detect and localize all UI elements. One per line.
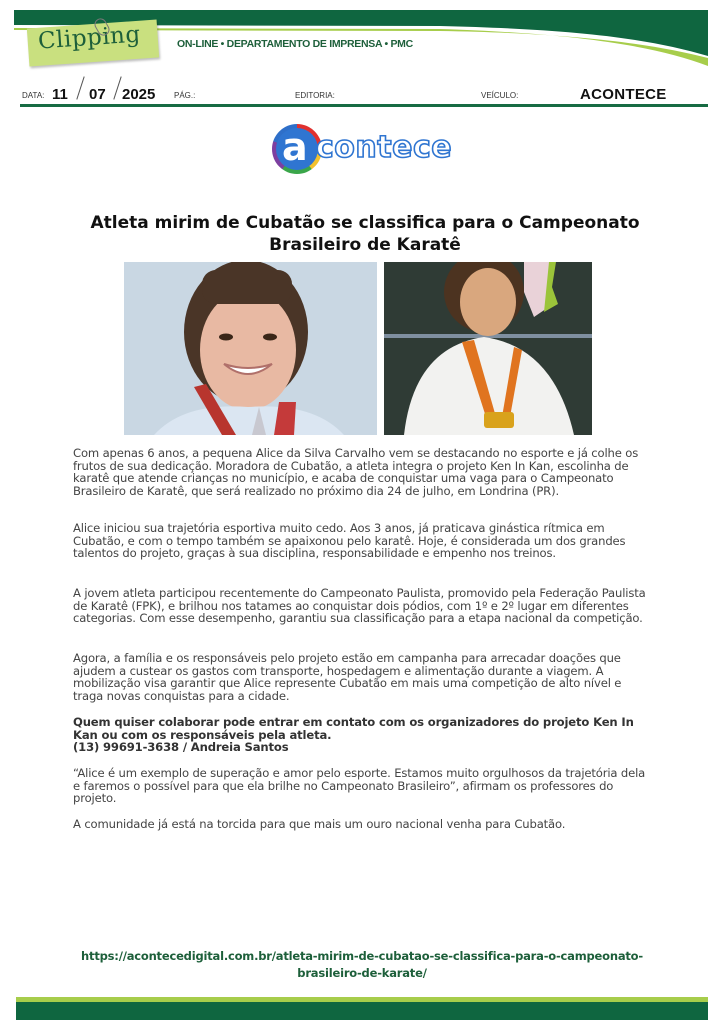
article-photo-left — [124, 262, 377, 435]
veiculo-value: ACONTECE — [580, 86, 667, 103]
contact-phone: (13) 99691-3638 / Andreia Santos — [73, 740, 289, 754]
article-paragraph: Com apenas 6 anos, a pequena Alice da Silva Carvalho vem se destacando no esporte e já colhe os frutos de sua dedicação. Moradora de Cubatão, a atleta integra o projeto Ken In Kan, escolinha de karatê que atende crianças no município, e acaba de conquistar uma vaga para o Campeonato Brasileiro de Karatê, que será realizado no próximo dia 24 de julho, em Londrina (PR). — [73, 446, 639, 498]
photo-girl-smiling — [124, 262, 377, 435]
footer-dark-stripe — [16, 1002, 708, 1020]
article-title: Atleta mirim de Cubatão se classifica para o Campeonato Brasileiro de Karatê — [90, 213, 640, 255]
article-photo-right — [384, 262, 592, 435]
date-separator — [113, 76, 121, 99]
photo-girl-karate — [384, 262, 592, 435]
date-day: 11 — [52, 86, 68, 103]
article-paragraph: A jovem atleta participou recentemente do Campeonato Paulista, promovido pela Federação Paulista de Karatê (FPK), e brilhou nos tatames ao conquistar dois pódios, com 1º e 2º lugar em diferentes categorias. Com esse desempenho, garantiu sua classificação para a etapa nacional da competição. — [73, 586, 646, 626]
meta-divider — [20, 104, 708, 107]
date-year: 2025 — [122, 86, 156, 103]
article-paragraph: Agora, a família e os responsáveis pelo projeto estão em campanha para arrecadar doações que ajudem a custear os gastos com transporte, hospedagem e alimentação durante a viagem. A mobilização visa garantir que Alice represente Cubatão em mais uma competição de alto nível e traga novas conquistas para a cidade. — [73, 651, 622, 703]
date-month: 07 — [89, 86, 106, 103]
logo-wordmark: contece — [316, 130, 453, 165]
date-separator — [76, 76, 84, 99]
article-paragraph: Alice iniciou sua trajetória esportiva muito cedo. Aos 3 anos, já praticava ginástica rítmica em Cubatão, e com o tempo também se apaixonou pelo karatê. Hoje, é considerada um dos grandes talentos do projeto, graças à sua disciplina, responsabilidade e empenho nos treinos. — [73, 521, 626, 561]
clipping-brand: Clipping — [37, 21, 142, 55]
logo-initial: a — [282, 125, 308, 169]
source-url-link[interactable]: https://acontecedigital.com.br/atleta-mirim-de-cubatao-se-classifica-para-o-campeonato-brasileiro-de-karate/ — [81, 949, 643, 980]
editoria-label: EDITORIA: — [295, 91, 335, 100]
quote-paragraph: “Alice é um exemplo de superação e amor pelo esporte. Estamos muito orgulhosos da trajetória dela e faremos o possível para que ela brilhe no Campeonato Brasileiro”, afirmam os professores do projeto. — [73, 766, 646, 806]
closing-paragraph: A comunidade já está na torcida para que mais um ouro nacional venha para Cubatão. — [73, 817, 566, 831]
acontece-logo — [272, 122, 462, 178]
veiculo-label: VEÍCULO: — [481, 91, 519, 100]
date-label: DATA: — [22, 91, 45, 100]
department-label: ON-LINE • DEPARTAMENTO DE IMPRENSA • PMC — [177, 38, 413, 50]
page-label: PÁG.: — [174, 91, 196, 100]
contact-paragraph: Quem quiser colaborar pode entrar em contato com os organizadores do projeto Ken In Kan ou com os responsáveis pela atleta. — [73, 715, 634, 742]
